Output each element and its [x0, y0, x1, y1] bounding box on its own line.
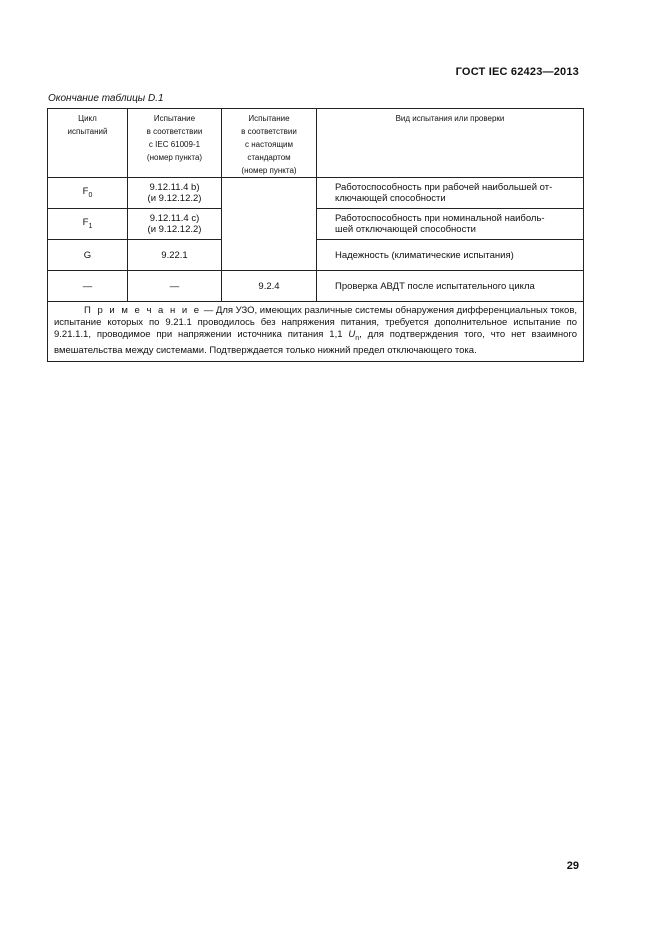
cell-std-ref: 9.2.4: [222, 271, 317, 302]
cell-test-description: Работоспособность при номинальной наиболь- шей отключающей способности: [317, 209, 584, 240]
cell-cycle: G: [48, 240, 128, 271]
table-note-row: [48, 302, 584, 362]
cell-test-description: Надежность (климатические испытания): [317, 240, 584, 271]
table-note: П р и м е ч а н и е — Для УЗО, имеющих различные системы обнаружения дифференциальных токов, испытание которых по 9.21.1 проводилось без напряжения питания, требуется дополнительное испытание по 9.21.1.1, проводимое при напряжении источника питания 1,1 $U_n$, для подтверждения того, что нет взаимного вмешательства между системами. Подтверждается только нижний предел отключающего тока.: [48, 302, 584, 362]
page-number: 29: [566, 860, 579, 872]
table-caption: Окончание таблицы D.1: [48, 93, 164, 104]
cell-test-description: Работоспособность при рабочей наибольшей от- ключающей способности: [317, 178, 584, 209]
cell-cycle: $F_0$: [48, 178, 128, 209]
standard-designation: ГОСТ IEC 62423—2013: [455, 66, 579, 78]
col-header-test-type: Вид испытания или проверки: [317, 109, 584, 178]
col-header-iec-ref: Испытание в соответствии с IEC 61009-1 (номер пункта): [128, 109, 222, 178]
cell-cycle: $F_1$: [48, 209, 128, 240]
test-cycle-table: [47, 108, 584, 362]
cell-cycle: —: [48, 271, 128, 302]
cell-iec-ref: 9.12.11.4 c) (и 9.12.12.2): [128, 209, 222, 240]
cell-iec-ref: 9.12.11.4 b) (и 9.12.12.2): [128, 178, 222, 209]
cell-iec-ref: 9.22.1: [128, 240, 222, 271]
col-header-std-ref: Испытание в соответствии с настоящим стандартом (номер пункта): [222, 109, 317, 178]
cell-iec-ref: —: [128, 271, 222, 302]
note-label: П р и м е ч а н и е: [84, 305, 202, 316]
cell-test-description: Проверка АВДТ после испытательного цикла: [317, 271, 584, 302]
table-row: [48, 178, 584, 209]
table-header-row: [48, 109, 584, 178]
col-header-cycle: Цикл испытаний: [48, 109, 128, 178]
cell-std-ref-merged: [222, 178, 317, 271]
table-row: [48, 271, 584, 302]
